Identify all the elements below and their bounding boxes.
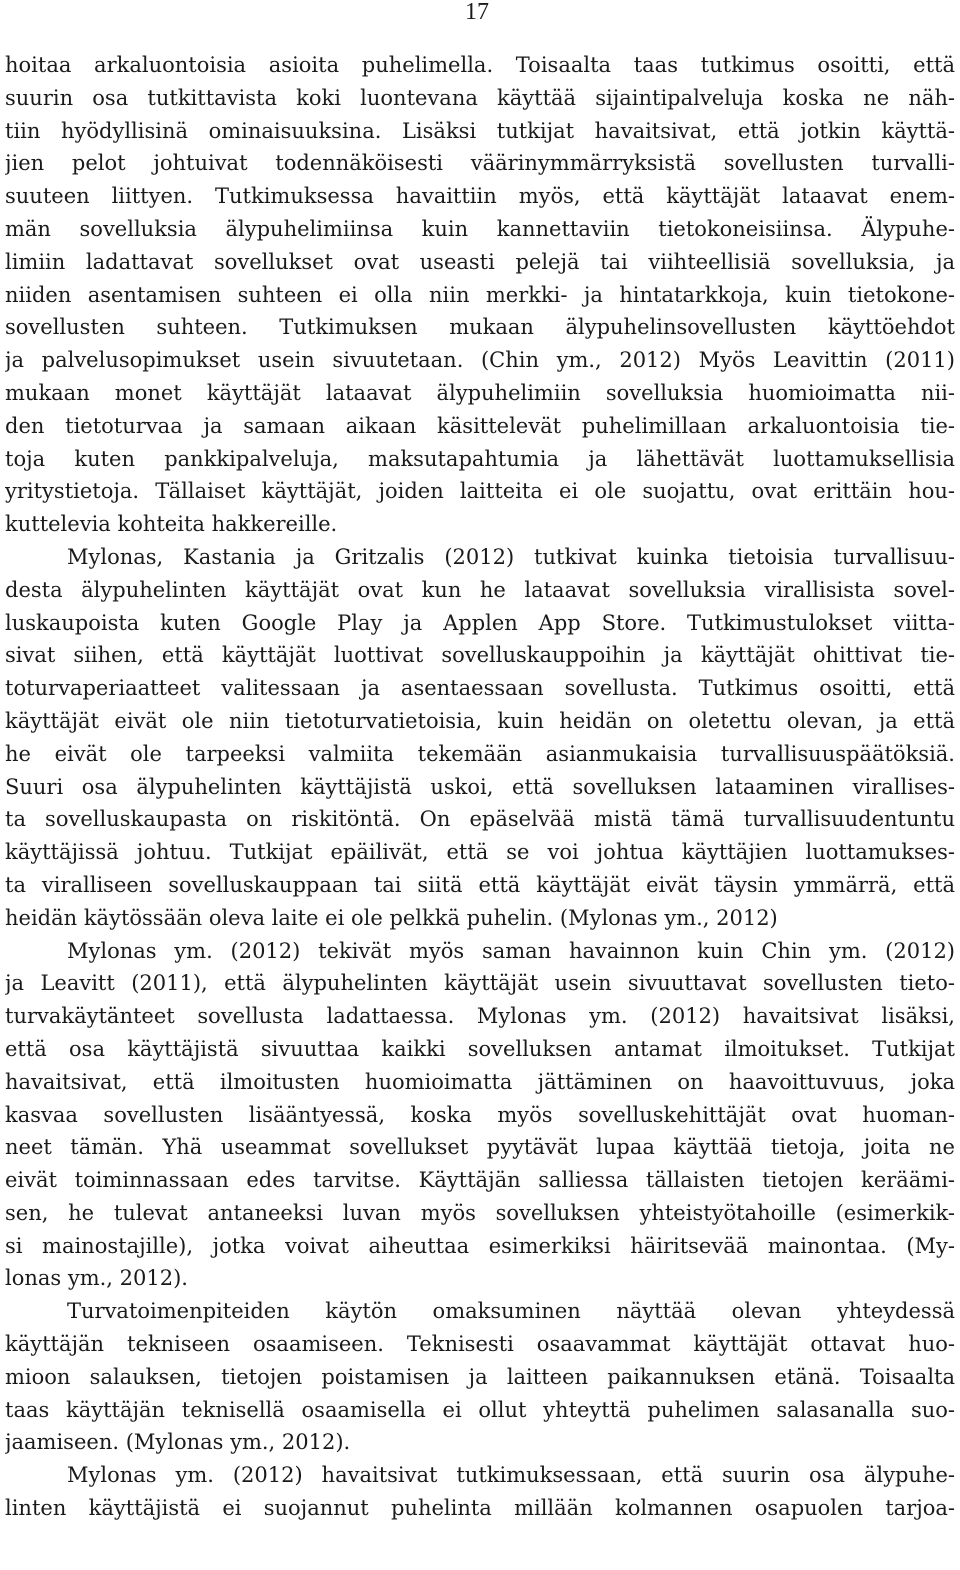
text-line: lonas ym., 2012). xyxy=(5,1266,188,1291)
text-line: jaamiseen. (Mylonas ym., 2012). xyxy=(5,1430,351,1455)
text-line: he eivät ole tarpeeksi valmiita tekemään asianmukaisia turvallisuuspäätöksiä. xyxy=(5,741,955,766)
text-line: ta sovelluskaupasta on riskitöntä. On epäselvää mistä tämä turvallisuudentuntu xyxy=(5,807,955,832)
text-line: sovellusten suhteen. Tutkimuksen mukaan älypuhelinsovellusten käyttöehdot xyxy=(5,315,955,340)
text-line: luskaupoista kuten Google Play ja Applen App Store. Tutkimustulokset viitta- xyxy=(5,610,955,635)
text-line: kasvaa sovellusten lisääntyessä, koska myös sovelluskehittäjät ovat huoman- xyxy=(5,1102,955,1127)
text-line: suuteen liittyen. Tutkimuksessa havaittiin myös, että käyttäjät lataavat enem- xyxy=(5,184,955,209)
text-line: Mylonas, Kastania ja Gritzalis (2012) tutkivat kuinka tietoisia turvallisuu- xyxy=(67,544,955,569)
text-line: käyttäjissä johtuu. Tutkijat epäilivät, että se voi johtua käyttäjien luottamukses- xyxy=(5,840,955,865)
text-line: kuttelevia kohteita hakkereille. xyxy=(5,512,338,537)
text-line: että osa käyttäjistä sivuuttaa kaikki sovelluksen antamat ilmoitukset. Tutkijat xyxy=(5,1036,955,1061)
text-line: käyttäjän tekniseen osaamiseen. Teknisesti osaavammat käyttäjät ottavat huo- xyxy=(5,1332,955,1357)
text-line: heidän käytössään oleva laite ei ole pelkkä puhelin. (Mylonas ym., 2012) xyxy=(5,905,778,930)
text-line: Mylonas ym. (2012) havaitsivat tutkimuksessaan, että suurin osa älypuhe- xyxy=(67,1463,955,1488)
text-line: ta viralliseen sovelluskauppaan tai siitä että käyttäjät eivät täysin ymmärrä, että xyxy=(5,872,955,897)
text-line: havaitsivat, että ilmoitusten huomioimatta jättäminen on haavoittuvuus, joka xyxy=(5,1069,955,1094)
text-line: Mylonas ym. (2012) tekivät myös saman havainnon kuin Chin ym. (2012) xyxy=(67,938,955,963)
text-line: hoitaa arkaluontoisia asioita puhelimella. Toisaalta taas tutkimus osoitti, että xyxy=(5,53,955,77)
text-line: taas käyttäjän teknisellä osaamisella ei ollut yhteyttä puhelimen salasanalla suo- xyxy=(5,1397,955,1422)
text-line: linten käyttäjistä ei suojannut puhelinta millään kolmannen osapuolen tarjoa- xyxy=(5,1496,955,1521)
text-line: sen, he tulevat antaneeksi luvan myös sovelluksen yhteistyötahoille (esimerkik- xyxy=(5,1200,955,1225)
text-line: ja palvelusopimukset usein sivuutetaan. (Chin ym., 2012) Myös Leavittin (2011) xyxy=(5,348,955,373)
text-line: toturvaperiaatteet valitessaan ja asentaessaan sovellusta. Tutkimus osoitti, että xyxy=(5,676,955,701)
text-line: limiin ladattavat sovellukset ovat useasti pelejä tai viihteellisiä sovelluksia, ja xyxy=(5,249,955,274)
text-line: sivat siihen, että käyttäjät luottivat sovelluskauppoihin ja käyttäjät ohittivat tie- xyxy=(5,643,955,668)
text-line: Suuri osa älypuhelinten käyttäjistä uskoi, että sovelluksen lataaminen virallises- xyxy=(5,774,955,799)
text-line: niiden asentamisen suhteen ei olla niin merkki- ja hintatarkkoja, kuin tietokone- xyxy=(5,282,955,307)
text-line: desta älypuhelinten käyttäjät ovat kun he lataavat sovelluksia virallisista sovel- xyxy=(5,577,955,602)
text-line: den tietoturvaa ja samaan aikaan käsittelevät puhelimillaan arkaluontoisia tie- xyxy=(5,413,955,438)
text-line: suurin osa tutkittavista koki luontevana käyttää sijaintipalveluja koska ne näh- xyxy=(5,85,955,110)
text-line: mioon salauksen, tietojen poistamisen ja laitteen paikannuksen etänä. Toisaalta xyxy=(5,1364,955,1389)
text-line: turvakäytänteet sovellusta ladattaessa. Mylonas ym. (2012) havaitsivat lisäksi, xyxy=(5,1004,955,1029)
text-line: si mainostajille), jotka voivat aiheuttaa esimerkiksi häiritsevää mainontaa. (My- xyxy=(5,1233,955,1258)
text-line: jien pelot johtuivat todennäköisesti väärinymmärryksistä sovellusten turvalli- xyxy=(5,151,955,176)
text-line: mukaan monet käyttäjät lataavat älypuhelimiin sovelluksia huomioimatta nii- xyxy=(5,380,955,405)
text-line: Turvatoimenpiteiden käytön omaksuminen näyttää olevan yhteydessä xyxy=(67,1299,955,1324)
text-line: män sovelluksia älypuhelimiinsa kuin kannettaviin tietokoneisiinsa. Älypuhe- xyxy=(5,216,955,241)
text-line: ja Leavitt (2011), että älypuhelinten käyttäjät usein sivuuttavat sovellusten tieto- xyxy=(5,971,955,996)
text-line: käyttäjät eivät ole niin tietoturvatietoisia, kuin heidän on oletettu olevan, ja että xyxy=(5,708,955,733)
page-number: 17 xyxy=(465,0,489,25)
text-line: neet tämän. Yhä useammat sovellukset pyytävät lupaa käyttää tietoja, joita ne xyxy=(5,1135,955,1160)
text-line: tiin hyödyllisinä ominaisuuksina. Lisäksi tutkijat havaitsivat, että jotkin käyttä- xyxy=(5,118,955,143)
text-line: toja kuten pankkipalveluja, maksutapahtumia ja lähettävät luottamuksellisia xyxy=(5,446,955,471)
body-text xyxy=(5,49,955,1525)
text-line: yritystietoja. Tällaiset käyttäjät, joiden laitteita ei ole suojattu, ovat erittäin hou- xyxy=(5,479,955,504)
text-line: eivät toiminnassaan edes tarvitse. Käyttäjän salliessa tällaisten tietojen keräämi- xyxy=(5,1168,955,1193)
